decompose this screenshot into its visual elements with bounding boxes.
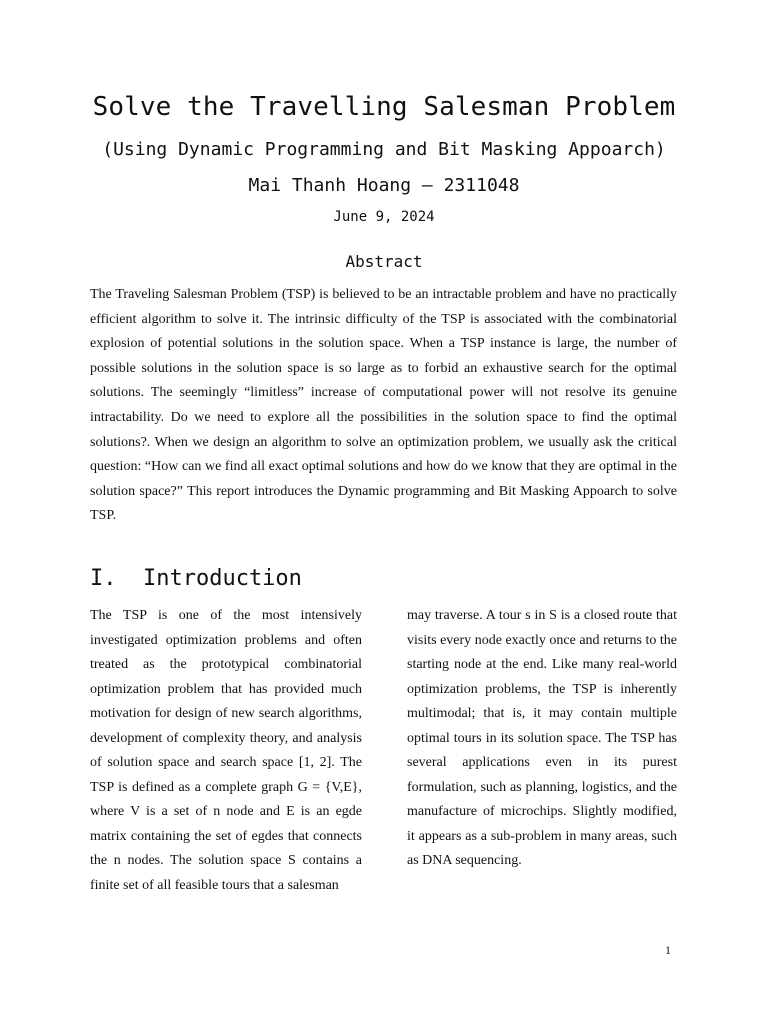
author-line: Mai Thanh Hoang – 2311048 [248,175,520,196]
introduction-left-column: The TSP is one of the most intensively investigated optimization problems and often treated as the prototypical combinatorial optimization problem that has provided much motivation for design of new search algorithms, development of complexity theory, and analysis of solution space and search space [1, 2]. The TSP is defined as a complete graph G = {V,E}, where V is a set of n node and E is an egde matrix containing the set of egdes that connects the n nodes. The solution space S contains a finite set of all feasible tours that a salesman [90,608,362,893]
abstract-heading: Abstract [345,252,423,271]
section-heading-introduction: I. Introduction [90,566,302,591]
abstract-text: The Traveling Salesman Problem (TSP) is believed to be an intractable problem and have no practically efficient algorithm to solve it. The intrinsic difficulty of the TSP is associated with the combinatorial explosion of potential solutions in the solution space. When a TSP instance is large, the number of possible solutions in the solution space is so large as to forbid an exhaustive search for the optimal solutions. The seemingly “limitless” increase of computational power will not resolve its genuine intractability. Do we need to explore all the possibilities in the solution space to find the optimal solutions?. When we design an algorithm to solve an optimization problem, we usually ask the critical question: “How can we find all exact optimal solutions and how do we know that they are optimal in the solution space?” This report introduces the Dynamic programming and Bit Masking Appoarch to solve TSP. [90,287,677,524]
page-number: 1 [665,943,671,957]
paper-subtitle: (Using Dynamic Programming and Bit Masking Appoarch) [102,139,666,160]
paper-title: Solve the Travelling Salesman Problem [92,92,676,122]
paper-date: June 9, 2024 [333,209,435,225]
introduction-right-column: may traverse. A tour s in S is a closed route that visits every node exactly once and returns to the starting node at the end. Like many real-world optimization problems, the TSP is inherently multimodal; that is, it may contain multiple optimal tours in its solution space. The TSP has several applications even in its purest formulation, such as planning, logistics, and the manufacture of microchips. Slightly modified, it appears as a sub-problem in many areas, such as DNA sequencing. [407,608,677,868]
